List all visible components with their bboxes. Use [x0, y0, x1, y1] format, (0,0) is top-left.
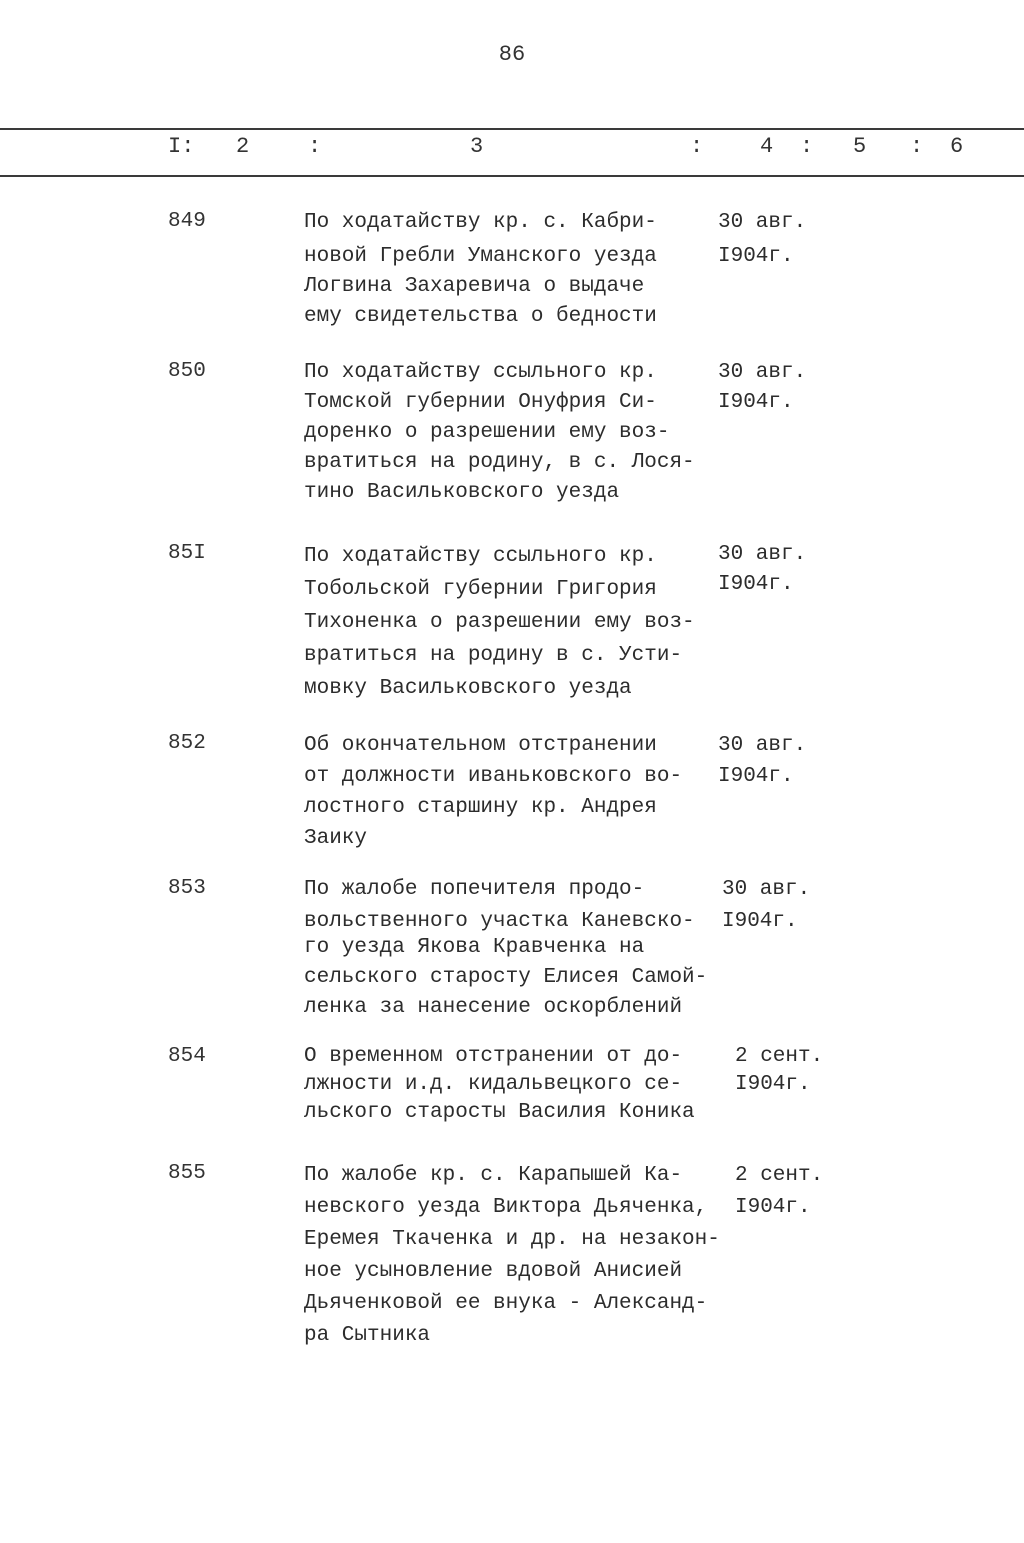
description-line: доренко о разрешении ему воз- [304, 421, 670, 444]
description-line: По жалобе кр. с. Карапышей Ка- [304, 1164, 683, 1187]
record-number: 854 [168, 1045, 206, 1068]
record-date [718, 358, 806, 418]
description-line: ное усыновление вдовой Анисией [304, 1260, 683, 1283]
description-line: По жалобе попечителя продо- [304, 878, 645, 901]
record-date [718, 208, 806, 272]
record-date [735, 1160, 823, 1224]
description-line: от должности иваньковского во- [304, 765, 683, 788]
record-date [735, 1043, 823, 1099]
date-year: I904г. [718, 573, 794, 596]
header-col-1: I: [168, 134, 195, 159]
header-separator: : [690, 134, 704, 159]
header-col-4: 4 [760, 134, 774, 159]
date-year: I904г. [718, 245, 794, 268]
description-line: Томской губернии Онуфрия Си- [304, 391, 657, 414]
record-number: 849 [168, 210, 206, 233]
description-line: вольственного участка Каневско- [304, 910, 695, 933]
description-line: Дьяченковой ее внука - Александ- [304, 1292, 708, 1315]
description-line: По ходатайству кр. с. Кабри- [304, 211, 657, 234]
header-col-3: 3 [470, 134, 484, 159]
record-number: 852 [168, 732, 206, 755]
description-line: Об окончательном отстранении [304, 734, 657, 757]
record-description [304, 358, 695, 508]
record-number: 85I [168, 542, 206, 565]
record-number: 850 [168, 360, 206, 383]
record-description [304, 208, 657, 332]
description-line: вратиться на родину в с. Усти- [304, 644, 683, 667]
record-number: 855 [168, 1162, 206, 1185]
record-date [718, 730, 806, 792]
description-line: ленка за нанесение оскорблений [304, 996, 683, 1019]
description-line: Заику [304, 827, 368, 850]
date-day-month: 2 сент. [735, 1164, 824, 1187]
date-day-month: 30 авг. [718, 543, 807, 566]
date-day-month: 30 авг. [718, 361, 807, 384]
description-line: Тобольской губернии Григория [304, 578, 657, 601]
description-line: мовку Васильковского уезда [304, 677, 632, 700]
header-separator: : [910, 134, 924, 159]
header-top-rule [0, 128, 1024, 130]
header-bottom-rule [0, 175, 1024, 177]
description-line: тино Васильковского уезда [304, 481, 620, 504]
date-day-month: 30 авг. [722, 878, 811, 901]
date-year: I904г. [722, 910, 798, 933]
date-day-month: 30 авг. [718, 734, 807, 757]
description-line: лжности и.д. кидальвецкого се- [304, 1073, 683, 1096]
date-year: I904г. [718, 765, 794, 788]
date-day-month: 30 авг. [718, 211, 807, 234]
record-description [304, 1160, 720, 1352]
description-line: По ходатайству ссыльного кр. [304, 361, 657, 384]
description-line: Логвина Захаревича о выдаче [304, 275, 645, 298]
description-line: лостного старшину кр. Андрея [304, 796, 657, 819]
date-year: I904г. [718, 391, 794, 414]
description-line: Еремея Ткаченка и др. на незакон- [304, 1228, 720, 1251]
record-number: 853 [168, 877, 206, 900]
page-number: 86 [498, 42, 526, 67]
record-date [722, 875, 810, 937]
description-line: О временном отстранении от до- [304, 1045, 683, 1068]
header-col-2: 2 [236, 134, 250, 159]
date-day-month: 2 сент. [735, 1045, 824, 1068]
date-year: I904г. [735, 1196, 811, 1219]
description-line: невского уезда Виктора Дьяченка, [304, 1196, 708, 1219]
record-description [304, 730, 682, 854]
record-description [304, 1043, 695, 1127]
description-line: По ходатайству ссыльного кр. [304, 545, 657, 568]
header-col-5: 5 [853, 134, 867, 159]
record-description [304, 540, 695, 705]
description-line: вратиться на родину, в с. Лося- [304, 451, 695, 474]
header-separator: : [308, 134, 322, 159]
description-line: Тихоненка о разрешении ему воз- [304, 611, 695, 634]
header-separator: : [800, 134, 814, 159]
description-line: го уезда Якова Кравченка на [304, 936, 645, 959]
description-line: льского старосты Василия Коника [304, 1101, 695, 1124]
description-line: новой Гребли Уманского уезда [304, 245, 657, 268]
header-col-6: 6 [950, 134, 964, 159]
date-year: I904г. [735, 1073, 811, 1096]
description-line: ему свидетельства о бедности [304, 305, 657, 328]
description-line: ра Сытника [304, 1324, 431, 1347]
description-line: сельского старосту Елисея Самой- [304, 966, 708, 989]
record-date [718, 540, 806, 600]
record-description [304, 875, 707, 1023]
